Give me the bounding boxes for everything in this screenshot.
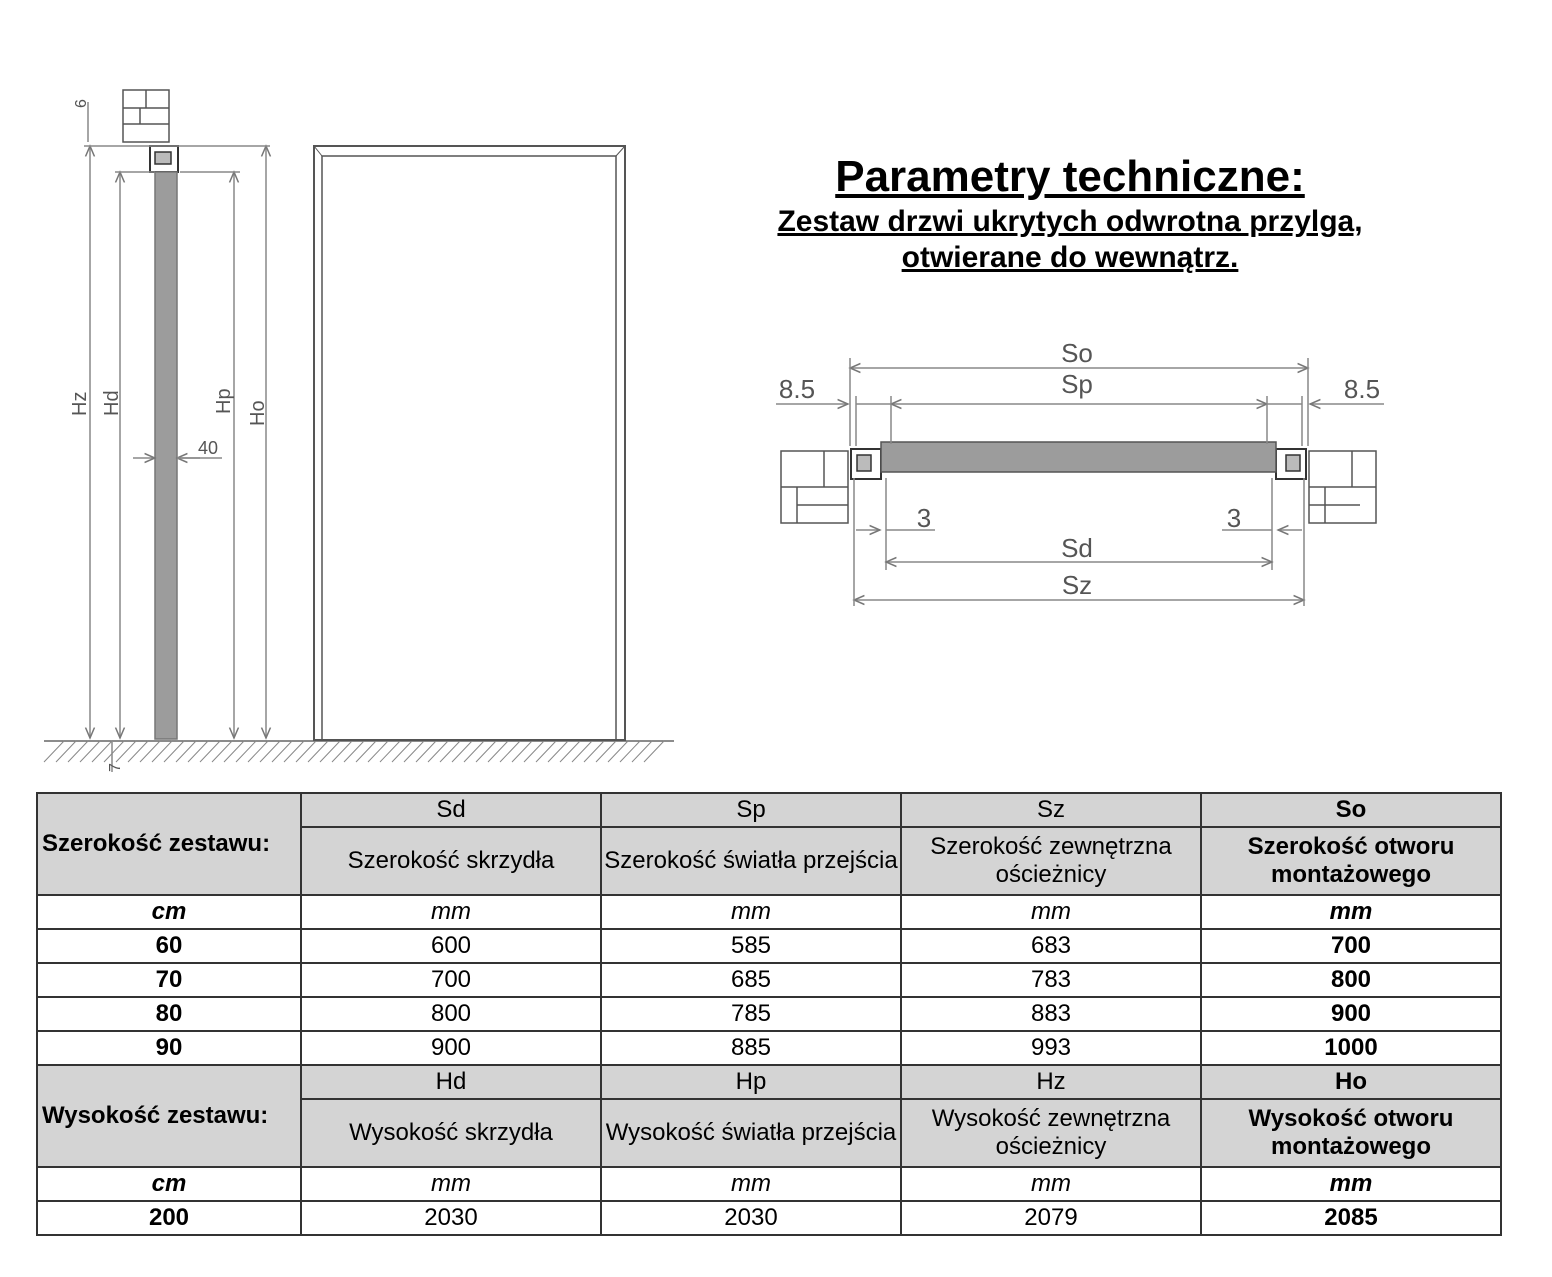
spec-table <box>36 792 1502 1236</box>
unit-cell: mm <box>1201 895 1501 929</box>
units-row <box>37 1167 1501 1201</box>
desc-cell: Wysokość otworu montażowego <box>1201 1099 1501 1167</box>
table-cell: 700 <box>301 963 601 997</box>
height-codes-row <box>37 1065 1501 1099</box>
table-cell: 900 <box>1201 997 1501 1031</box>
desc-cell: Szerokość skrzydła <box>301 827 601 895</box>
dim-label-ho: Ho <box>247 400 269 426</box>
code-cell: Ho <box>1201 1065 1501 1099</box>
code-cell: Sz <box>901 793 1201 827</box>
desc-cell: Szerokość otworu montażowego <box>1201 827 1501 895</box>
table-cell: 585 <box>601 929 901 963</box>
table-cell: 80 <box>37 997 301 1031</box>
width-section-label: Szerokość zestawu: <box>37 793 301 895</box>
dim-label-hd: Hd <box>101 390 123 416</box>
unit-cell: mm <box>301 1167 601 1201</box>
dim-label-left-gap: 3 <box>916 503 932 533</box>
table-cell: 885 <box>601 1031 901 1065</box>
dim-label-top: 6 <box>73 99 90 108</box>
dim-label-right-offset: 8.5 <box>1343 374 1381 404</box>
desc-cell: Szerokość zewnętrzna ościeżnicy <box>901 827 1201 895</box>
table-row <box>37 929 1501 963</box>
table-row <box>37 1201 1501 1235</box>
height-section-label: Wysokość zestawu: <box>37 1065 301 1167</box>
dim-label-gap: 40 <box>198 438 219 458</box>
code-cell: Hd <box>301 1065 601 1099</box>
dim-label-sp: Sp <box>1061 369 1093 399</box>
table-cell: 683 <box>901 929 1201 963</box>
width-codes-row <box>37 793 1501 827</box>
dim-label-right-gap: 3 <box>1226 503 1242 533</box>
subtitle-line-2: otwierane do wewnątrz. <box>901 241 1239 274</box>
code-cell: Sd <box>301 793 601 827</box>
table-cell: 1000 <box>1201 1031 1501 1065</box>
table-cell: 800 <box>1201 963 1501 997</box>
unit-cell: mm <box>901 1167 1201 1201</box>
units-row <box>37 895 1501 929</box>
table-cell: 70 <box>37 963 301 997</box>
unit-cell: mm <box>901 895 1201 929</box>
table-cell: 685 <box>601 963 901 997</box>
table-cell: 60 <box>37 929 301 963</box>
dim-label-floor: 7 <box>107 763 124 772</box>
unit-cell: cm <box>37 895 301 929</box>
desc-cell: Szerokość światła przejścia <box>601 827 901 895</box>
table-row <box>37 1031 1501 1065</box>
desc-cell: Wysokość światła przejścia <box>601 1099 901 1167</box>
unit-cell: mm <box>301 895 601 929</box>
table-cell: 2085 <box>1201 1201 1501 1235</box>
table-cell: 2030 <box>601 1201 901 1235</box>
dim-label-left-offset: 8.5 <box>778 374 816 404</box>
floor-hatching <box>44 741 674 762</box>
table-cell: 783 <box>901 963 1201 997</box>
dim-label-sz: Sz <box>1061 570 1093 600</box>
code-cell: Sp <box>601 793 901 827</box>
dim-label-hp: Hp <box>213 388 235 414</box>
title-block <box>700 150 1440 276</box>
table-row <box>37 997 1501 1031</box>
dim-label-so: So <box>1061 338 1093 368</box>
table-cell: 900 <box>301 1031 601 1065</box>
table-cell: 2030 <box>301 1201 601 1235</box>
door-front-elevation <box>314 146 625 740</box>
subtitle-line-1: Zestaw drzwi ukrytych odwrotna przylga, <box>777 205 1363 238</box>
table-cell: 800 <box>301 997 601 1031</box>
table-cell: 883 <box>901 997 1201 1031</box>
code-cell: Hp <box>601 1065 901 1099</box>
unit-cell: mm <box>601 1167 901 1201</box>
page-title: Parametry techniczne: <box>835 152 1305 201</box>
code-cell: Hz <box>901 1065 1201 1099</box>
table-cell: 2079 <box>901 1201 1201 1235</box>
table-cell: 600 <box>301 929 601 963</box>
unit-cell: cm <box>37 1167 301 1201</box>
side-section-drawing <box>84 90 270 772</box>
table-cell: 785 <box>601 997 901 1031</box>
table-cell: 700 <box>1201 929 1501 963</box>
desc-cell: Wysokość skrzydła <box>301 1099 601 1167</box>
table-row <box>37 963 1501 997</box>
unit-cell: mm <box>1201 1167 1501 1201</box>
table-cell: 90 <box>37 1031 301 1065</box>
desc-cell: Wysokość zewnętrzna ościeżnicy <box>901 1099 1201 1167</box>
table-cell: 200 <box>37 1201 301 1235</box>
dim-label-hz: Hz <box>69 391 91 416</box>
dim-label-sd: Sd <box>1061 533 1093 563</box>
unit-cell: mm <box>601 895 901 929</box>
table-cell: 993 <box>901 1031 1201 1065</box>
code-cell: So <box>1201 793 1501 827</box>
